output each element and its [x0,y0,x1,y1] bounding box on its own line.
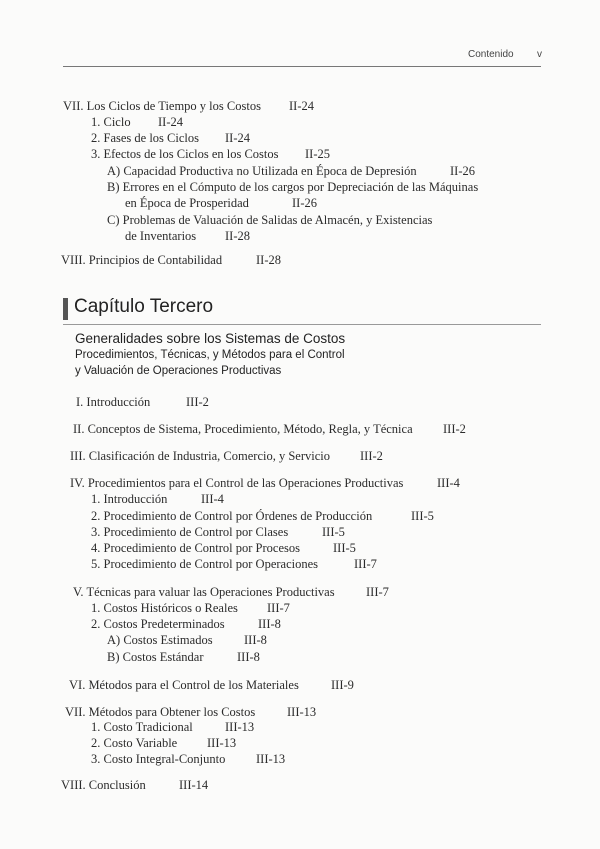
toc-page-ref: III-13 [207,736,237,750]
toc-page-ref: II-26 [292,196,317,210]
toc-page-ref: III-14 [179,778,209,792]
toc-page-ref: III-7 [267,601,290,615]
toc-entry[interactable]: V. Técnicas para valuar las Operaciones Productivas [73,585,335,599]
toc-page-ref: III-13 [225,720,255,734]
toc-page-ref: III-5 [322,525,345,539]
toc-page-ref: II-24 [289,99,314,113]
toc-entry[interactable]: A) Capacidad Productiva no Utilizada en Época de Depresión [107,164,417,178]
toc-entry[interactable]: 2. Costo Variable [91,736,178,750]
toc-entry[interactable]: 3. Costo Integral-Conjunto [91,752,226,766]
toc-page-ref: II-28 [225,229,250,243]
toc-page-ref: II-24 [158,115,183,129]
toc-entry[interactable]: III. Clasificación de Industria, Comercio, y Servicio [70,449,330,463]
toc-page-ref: II-28 [256,253,281,267]
toc-entry[interactable]: VIII. Conclusión [61,778,146,792]
toc-page-ref: III-2 [186,395,209,409]
running-header-page-number: v [537,49,542,60]
toc-entry[interactable]: 1. Costo Tradicional [91,720,193,734]
toc-entry[interactable]: VI. Métodos para el Control de los Materiales [69,678,299,692]
toc-page-ref: III-9 [331,678,354,692]
toc-page-ref: III-2 [360,449,383,463]
toc-page-ref: II-24 [225,131,250,145]
toc-entry[interactable]: IV. Procedimientos para el Control de las Operaciones Productivas [70,476,404,490]
toc-entry[interactable]: 1. Costos Históricos o Reales [91,601,238,615]
toc-page-ref: III-5 [411,509,434,523]
toc-page-ref: III-8 [244,633,267,647]
chapter-subtitle-line-1: Procedimientos, Técnicas, y Métodos para el Control [75,349,345,361]
toc-page-ref: III-13 [287,705,317,719]
toc-entry[interactable]: A) Costos Estimados [107,633,213,647]
toc-entry-continuation[interactable]: en Época de Prosperidad [125,196,249,210]
toc-page-ref: III-4 [201,492,224,506]
toc-page-ref: II-25 [305,147,330,161]
toc-entry[interactable]: 2. Costos Predeterminados [91,617,225,631]
toc-entry[interactable]: 1. Ciclo [91,115,131,129]
toc-entry[interactable]: C) Problemas de Valuación de Salidas de Almacén, y Existencias [107,213,433,227]
chapter-rule [63,324,541,325]
toc-entry[interactable]: 1. Introducción [91,492,168,506]
toc-entry[interactable]: 4. Procedimiento de Control por Procesos [91,541,300,555]
toc-page-ref: II-26 [450,164,475,178]
running-header-section: Contenido [468,49,514,60]
toc-entry[interactable]: VII. Métodos para Obtener los Costos [65,705,256,719]
toc-page-ref: III-7 [366,585,389,599]
chapter-subtitle: Generalidades sobre los Sistemas de Costos [75,331,346,346]
chapter-title: Capítulo Tercero [74,296,214,317]
toc-entry[interactable]: 2. Procedimiento de Control por Órdenes de Producción [91,509,373,523]
toc-entry[interactable]: B) Costos Estándar [107,650,204,664]
toc-entry[interactable]: 5. Procedimiento de Control por Operaciones [91,557,319,571]
toc-entry[interactable]: II. Conceptos de Sistema, Procedimiento, Método, Regla, y Técnica [73,422,413,436]
toc-page-ref: III-8 [237,650,260,664]
toc-entry[interactable]: 2. Fases de los Ciclos [91,131,199,145]
toc-page-ref: III-2 [443,422,466,436]
toc-entry[interactable]: I. Introducción [76,395,151,409]
header-rule [63,66,541,67]
toc-entry[interactable]: VII. Los Ciclos de Tiempo y los Costos [63,99,261,113]
toc-page-ref: III-8 [258,617,281,631]
toc-entry-continuation[interactable]: de Inventarios [125,229,197,243]
toc-entry[interactable]: 3. Procedimiento de Control por Clases [91,525,289,539]
toc-entry[interactable]: B) Errores en el Cómputo de los cargos por Depreciación de las Máquinas [107,180,479,194]
toc-entry[interactable]: 3. Efectos de los Ciclos en los Costos [91,147,279,161]
chapter-marker-bar [63,298,68,320]
toc-page-ref: III-13 [256,752,286,766]
chapter-subtitle-line-2: y Valuación de Operaciones Productivas [75,365,282,377]
toc-page-ref: III-7 [354,557,377,571]
toc-entry[interactable]: VIII. Principios de Contabilidad [61,253,223,267]
toc-page-ref: III-4 [437,476,460,490]
toc-page-ref: III-5 [333,541,356,555]
